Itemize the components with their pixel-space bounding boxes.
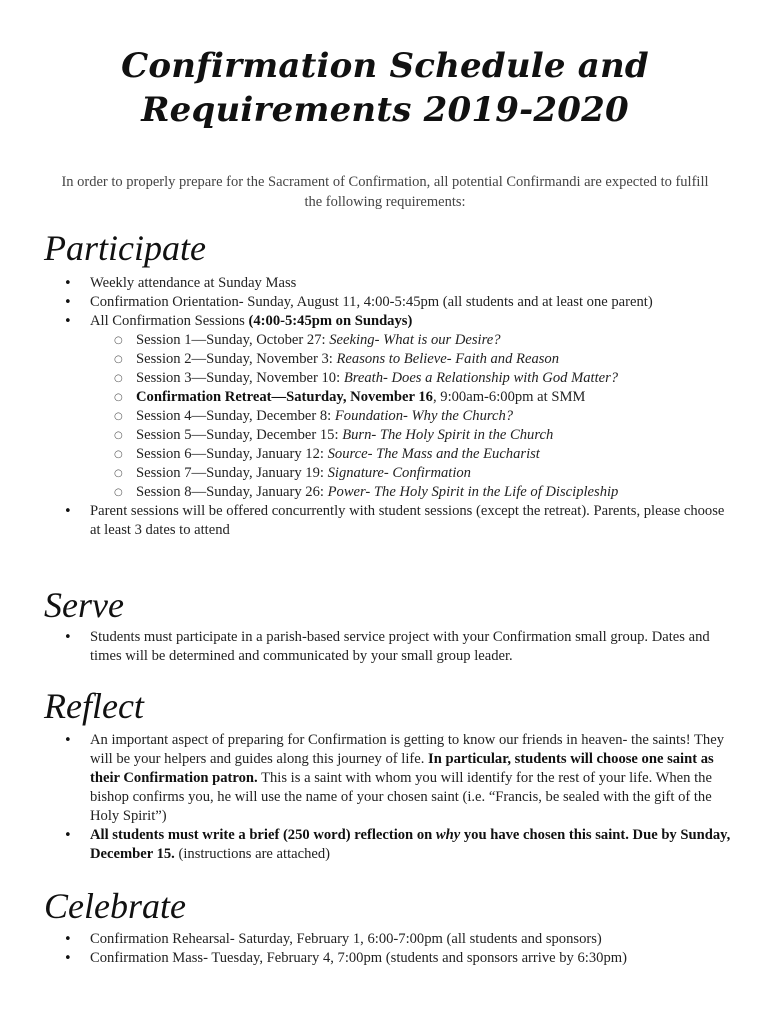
list-item	[62, 293, 732, 312]
session-date: Session 7—Sunday, January 19:	[136, 465, 328, 481]
title-line-1: Confirmation Schedule and	[121, 46, 649, 86]
session-date: Session 2—Sunday, November 3:	[136, 351, 337, 367]
session-date: Session 5—Sunday, December 15:	[136, 427, 343, 443]
session-item	[90, 369, 732, 388]
session-topic: Power- The Holy Spirit in the Life of Discipleship	[327, 484, 619, 500]
session-item	[90, 407, 732, 426]
session-item	[90, 464, 732, 483]
reflect-heading: Reflect	[44, 686, 144, 726]
serve-heading: Serve	[44, 585, 124, 625]
list-item	[62, 930, 732, 949]
session-item	[90, 426, 732, 445]
list-item	[62, 502, 732, 540]
intro-line-2: the following requirements:	[304, 194, 466, 210]
session-item	[90, 350, 732, 369]
session-topic: Breath- Does a Relationship with God Matter?	[343, 370, 619, 386]
session-item	[90, 331, 732, 350]
reflect-item-patron: In particular, students will choose one saint as their Confirmation patron.	[90, 751, 714, 786]
list-item	[62, 628, 732, 666]
session-item	[90, 483, 732, 502]
intro-line-1: In order to properly prepare for the Sacrament of Confirmation, all potential Confirmandi are expected to fulfill	[61, 174, 709, 190]
reflect-assignment-b: you have chosen this saint. Due by Sunday, December 15.	[90, 827, 731, 862]
sessions-list	[90, 331, 732, 502]
celebrate-item-rehearsal: Confirmation Rehearsal- Saturday, February 1, 6:00-7:00pm (all students and sponsors)	[90, 931, 602, 947]
list-item	[62, 949, 732, 968]
participate-item-mass: Weekly attendance at Sunday Mass	[90, 275, 297, 291]
session-date: Session 8—Sunday, January 26:	[136, 484, 328, 500]
retreat-date: Confirmation Retreat—Saturday, November 16	[136, 389, 433, 405]
participate-item-orientation: Confirmation Orientation- Sunday, August 11, 4:00-5:45pm (all students and at least one parent)	[90, 294, 653, 310]
retreat-item	[90, 388, 732, 407]
reflect-assignment-why: why	[435, 827, 461, 843]
celebrate-item-mass: Confirmation Mass- Tuesday, February 4, 7:00pm (students and sponsors arrive by 6:30pm)	[90, 950, 627, 966]
session-topic: Reasons to Believe- Faith and Reason	[336, 351, 560, 367]
list-item	[62, 731, 732, 826]
session-topic: Foundation- Why the Church?	[334, 408, 514, 424]
reflect-item-intro: An important aspect of preparing for Confirmation is getting to know our friends in heaven- the saints! They will be your helpers and guides along this journey of life.	[90, 732, 725, 767]
celebrate-heading: Celebrate	[44, 886, 186, 926]
participate-item-parents: Parent sessions will be offered concurrently with student sessions (except the retreat). Parents, please choose at least 3 dates to attend	[90, 503, 725, 538]
participate-list	[62, 274, 732, 540]
intro-paragraph	[40, 172, 730, 212]
reflect-list	[62, 731, 732, 864]
list-item	[62, 274, 732, 293]
session-date: Session 1—Sunday, October 27:	[136, 332, 330, 348]
page-title	[0, 44, 770, 132]
participate-item-sessions: All Confirmation Sessions	[90, 313, 249, 329]
reflect-item-details: This is a saint with whom you will identify for the rest of your life. When the bishop confirms you, he will use the name of your chosen saint (i.e. “Francis, be sealed with the gift of the Holy Spirit”)	[90, 770, 712, 824]
session-topic: Source- The Mass and the Eucharist	[327, 446, 540, 462]
title-line-2: Requirements 2019-2020	[141, 90, 629, 130]
retreat-time: , 9:00am-6:00pm at SMM	[432, 389, 586, 405]
session-date: Session 6—Sunday, January 12:	[136, 446, 328, 462]
sessions-time: (4:00-5:45pm on Sundays)	[248, 313, 413, 329]
serve-item-project: Students must participate in a parish-based service project with your Confirmation small group. Dates and times will be determined and communicated by your small group leader.	[90, 629, 710, 664]
session-date: Session 4—Sunday, December 8:	[136, 408, 335, 424]
celebrate-list	[62, 930, 732, 968]
list-item	[62, 312, 732, 502]
reflect-assignment-a: All students must write a brief (250 word) reflection on	[90, 827, 436, 843]
list-item	[62, 826, 732, 864]
session-item	[90, 445, 732, 464]
session-topic: Signature- Confirmation	[327, 465, 471, 481]
serve-list	[62, 628, 732, 666]
session-date: Session 3—Sunday, November 10:	[136, 370, 344, 386]
reflect-assignment-note: (instructions are attached)	[174, 846, 331, 862]
session-topic: Seeking- What is our Desire?	[329, 332, 501, 348]
session-topic: Burn- The Holy Spirit in the Church	[342, 427, 554, 443]
participate-heading: Participate	[44, 228, 206, 268]
